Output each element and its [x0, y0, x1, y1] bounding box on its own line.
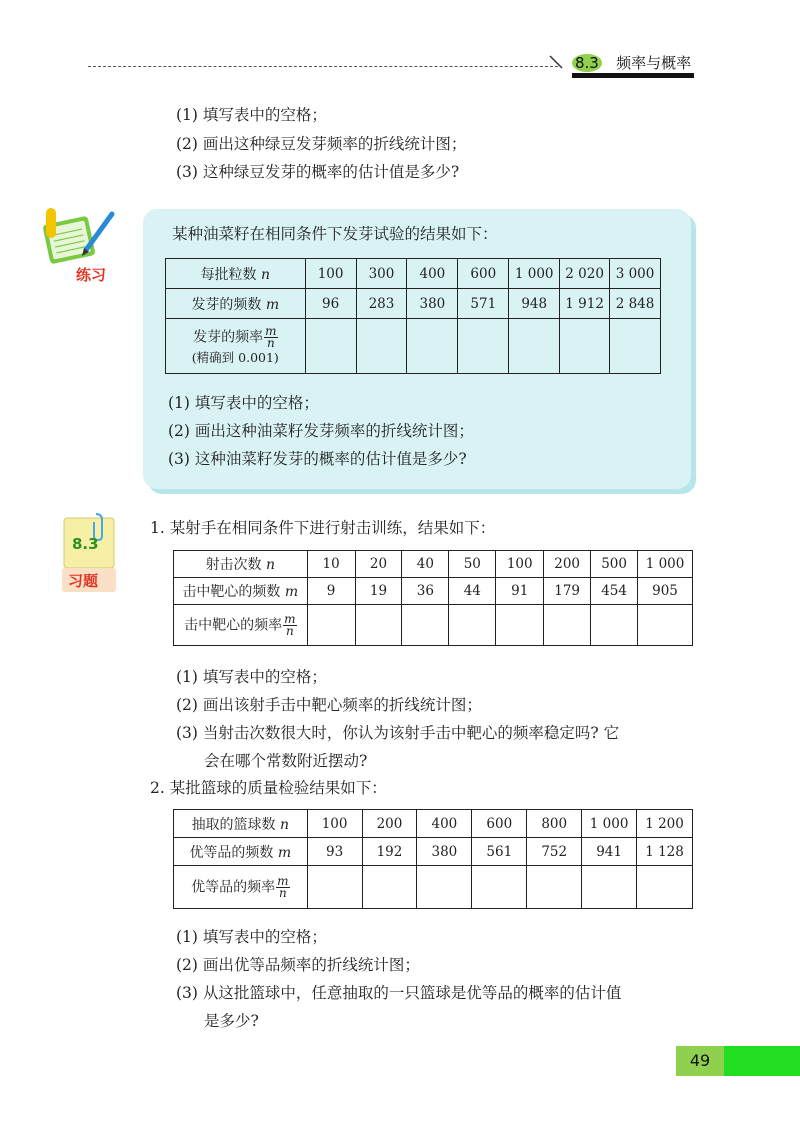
table-cell: 93	[307, 838, 362, 866]
table-cell: 20	[355, 551, 402, 578]
page-number: 49	[689, 1051, 711, 1070]
table-cell: 800	[527, 810, 582, 838]
table-cell: 941	[582, 838, 637, 866]
table-row	[166, 259, 661, 289]
table-cell: 400	[417, 810, 472, 838]
section-header	[572, 52, 691, 73]
row-header: 射击次数 n	[174, 551, 308, 578]
table-cell: 380	[417, 838, 472, 866]
table-cell: 44	[449, 578, 496, 605]
practice-intro: 某种油菜籽在相同条件下发芽试验的结果如下：	[172, 225, 498, 243]
table-cell: 1 000	[638, 551, 693, 578]
table-cell: 283	[356, 289, 407, 319]
header-underline-bar	[572, 73, 694, 78]
table-row	[174, 866, 693, 909]
exercise-q1-item-1: (1) 填写表中的空格；	[176, 668, 327, 686]
exercise-table-1	[173, 550, 693, 646]
table-cell: 19	[355, 578, 402, 605]
table-cell: 9	[307, 578, 355, 605]
practice-badge-label: 练习	[76, 266, 107, 284]
header-divider-slash	[548, 52, 568, 72]
empty-cell[interactable]	[509, 319, 560, 374]
table-cell: 100	[496, 551, 544, 578]
table-cell: 100	[307, 810, 362, 838]
exercise-badge-number: 8.3	[72, 535, 99, 553]
table-cell: 96	[305, 289, 356, 319]
empty-cell[interactable]	[407, 319, 458, 374]
empty-cell[interactable]	[305, 319, 356, 374]
table-cell: 380	[407, 289, 458, 319]
table-row	[174, 810, 693, 838]
empty-cell[interactable]	[637, 866, 693, 909]
exercise-q1-item-3-cont: 会在哪个常数附近摆动?	[204, 752, 368, 770]
table-cell: 454	[591, 578, 638, 605]
header-dashed-line	[88, 66, 558, 67]
row-header: 抽取的篮球数 n	[174, 810, 308, 838]
exercise-q2-item-3-cont: 是多少?	[204, 1012, 259, 1030]
row-header: 优等品的频数 m	[174, 838, 308, 866]
table-cell: 600	[472, 810, 527, 838]
empty-cell[interactable]	[356, 319, 407, 374]
exercise-q1-item-2: (2) 画出该射手击中靶心频率的折线统计图；	[176, 696, 482, 714]
empty-cell[interactable]	[307, 866, 362, 909]
table-cell: 1 200	[637, 810, 693, 838]
empty-cell[interactable]	[307, 605, 355, 646]
table-cell: 948	[509, 289, 560, 319]
table-cell: 40	[402, 551, 449, 578]
exercise-badge-label: 习题	[68, 572, 99, 590]
table-cell: 500	[591, 551, 638, 578]
exercise-q1-intro: 1. 某射手在相同条件下进行射击训练，结果如下：	[150, 519, 496, 537]
table-cell: 1 912	[560, 289, 610, 319]
table-cell: 50	[449, 551, 496, 578]
row-header: 发芽的频数 m	[166, 289, 306, 319]
empty-cell[interactable]	[362, 866, 417, 909]
table-cell: 91	[496, 578, 544, 605]
table-cell: 400	[407, 259, 458, 289]
table-cell: 1 000	[582, 810, 637, 838]
empty-cell[interactable]	[402, 605, 449, 646]
table-cell: 179	[544, 578, 591, 605]
row-header: 击中靶心的频率 $\frac{m}{n}$	[174, 605, 308, 646]
top-question-2: (2) 画出这种绿豆发芽频率的折线统计图；	[176, 135, 467, 153]
table-cell: 200	[544, 551, 591, 578]
table-cell: 1 000	[509, 259, 560, 289]
exercise-q1-item-3: (3) 当射击次数很大时，你认为该射手击中靶心的频率稳定吗? 它	[176, 724, 620, 742]
exercise-q2-item-3: (3) 从这批篮球中，任意抽取的一只篮球是优等品的概率的估计值	[176, 984, 622, 1002]
table-cell: 905	[638, 578, 693, 605]
empty-cell[interactable]	[591, 605, 638, 646]
empty-cell[interactable]	[638, 605, 693, 646]
practice-question-3: (3) 这种油菜籽发芽的概率的估计值是多少?	[168, 450, 467, 468]
table-cell: 36	[402, 578, 449, 605]
empty-cell[interactable]	[417, 866, 472, 909]
table-cell: 100	[305, 259, 356, 289]
table-cell: 2 020	[560, 259, 610, 289]
exercise-q2-item-2: (2) 画出优等品频率的折线统计图；	[176, 956, 420, 974]
table-row	[174, 551, 693, 578]
empty-cell[interactable]	[560, 319, 610, 374]
row-header: 击中靶心的频数 m	[174, 578, 308, 605]
section-title: 频率与概率	[616, 54, 692, 72]
empty-cell[interactable]	[496, 605, 544, 646]
table-cell: 200	[362, 810, 417, 838]
table-row	[174, 578, 693, 605]
table-cell: 1 128	[637, 838, 693, 866]
empty-cell[interactable]	[449, 605, 496, 646]
table-cell: 300	[356, 259, 407, 289]
exercise-q2-intro: 2. 某批篮球的质量检验结果如下：	[150, 779, 387, 797]
row-header: 发芽的频率 $\frac{m}{n}$ (精确到 0.001)	[166, 319, 306, 374]
exercise-table-2	[173, 809, 693, 909]
practice-question-2: (2) 画出这种油菜籽发芽频率的折线统计图；	[168, 422, 474, 440]
empty-cell[interactable]	[355, 605, 402, 646]
empty-cell[interactable]	[582, 866, 637, 909]
section-number: 8.3	[572, 54, 602, 72]
empty-cell[interactable]	[458, 319, 509, 374]
table-row	[166, 289, 661, 319]
table-cell: 600	[458, 259, 509, 289]
top-question-1: (1) 填写表中的空格；	[176, 106, 327, 124]
table-row	[166, 319, 661, 374]
table-row	[174, 838, 693, 866]
page-number-bar	[724, 1046, 800, 1076]
empty-cell[interactable]	[472, 866, 527, 909]
empty-cell[interactable]	[610, 319, 661, 374]
exercise-q2-item-1: (1) 填写表中的空格；	[176, 928, 327, 946]
table-cell: 561	[472, 838, 527, 866]
table-cell: 3 000	[610, 259, 661, 289]
empty-cell[interactable]	[527, 866, 582, 909]
table-cell: 10	[307, 551, 355, 578]
practice-table	[165, 258, 661, 374]
row-header: 优等品的频率 $\frac{m}{n}$	[174, 866, 308, 909]
practice-question-1: (1) 填写表中的空格；	[168, 394, 319, 412]
table-cell: 571	[458, 289, 509, 319]
table-cell: 2 848	[610, 289, 661, 319]
empty-cell[interactable]	[544, 605, 591, 646]
top-question-3: (3) 这种绿豆发芽的概率的估计值是多少?	[176, 163, 460, 181]
table-row	[174, 605, 693, 646]
table-cell: 752	[527, 838, 582, 866]
table-cell: 192	[362, 838, 417, 866]
row-header: 每批粒数 n	[166, 259, 306, 289]
